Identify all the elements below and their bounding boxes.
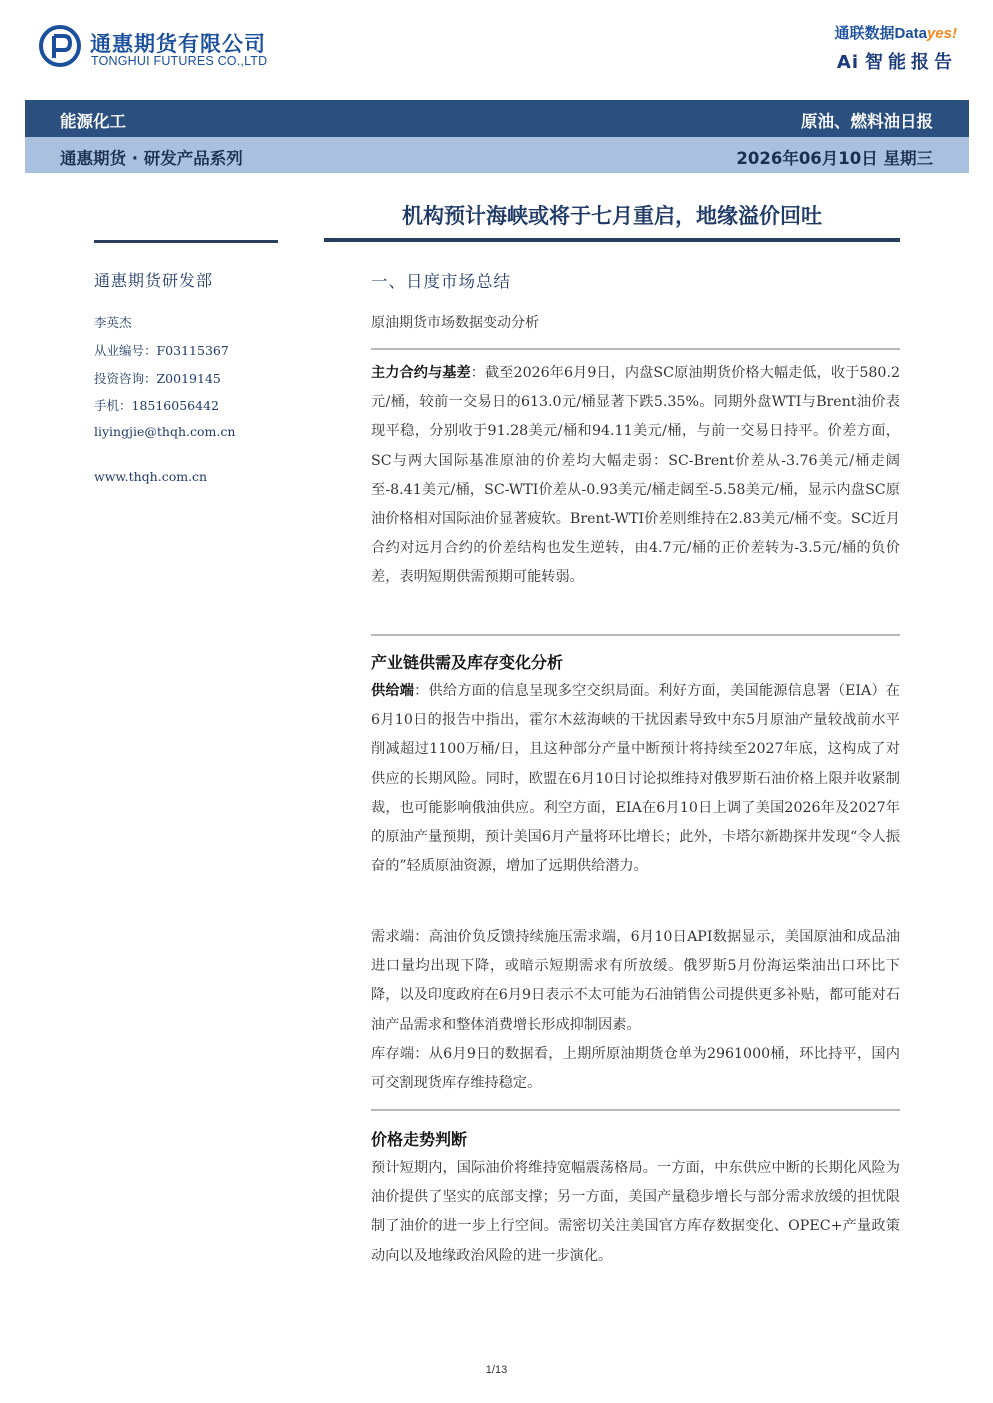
section-divider [371,348,900,350]
brand-name-en: TONGHUI FUTURES CO.,LTD [91,54,268,68]
datayes-prefix: 通联数据 [834,25,895,42]
series-label: 通惠期货 · 研发产品系列 [60,149,243,168]
paragraph-lead: 供给端 [371,683,415,699]
section-divider [371,634,900,636]
paragraph-price-outlook: 预计短期内，国际油价将维持宽幅震荡格局。一方面，中东供应中断的长期化风险为油价提供了坚实的底部支撑；另一方面，美国产量稳步增长与部分需求放缓的担忧限制了油价的进一步上行空间。需密切关注美国官方库存数据变化、OPEC+产量政策动向以及地缘政治风险的进一步演化。 [371,1160,900,1264]
sidebar-author: 李英杰 [94,315,132,330]
report-type-label: 原油、燃料油日报 [801,112,933,131]
section-title-supply-demand: 产业链供需及库存变化分析 [371,653,564,672]
paragraph-demand: 需求端：高油价负反馈持续施压需求端，6月10日API数据显示，美国原油和成品油进口量均出现下降，或暗示短期需求有所放缓。俄罗斯5月份海运柴油出口环比下降，以及印度政府在6月9日表示不太可能为石油销售公司提供更多补贴，都可能对石油产品需求和整体消费增长形成抑制因素。 [371,929,900,1033]
paragraph-lead: 主力合约与基差 [371,365,471,381]
section-subtitle: 原油期货市场数据变动分析 [371,315,539,331]
paragraph-body: ：截至2026年6月9日，内盘SC原油期货价格大幅走低，收于580.2元/桶，较前一交易日的613.0元/桶显著下跌5.35%。同期外盘WTI与Brent油价表现平稳，分别收于91.28美元/桶和94.11美元/桶，与前一交易日持平。价差方面，SC与两大国际基准原油的价差均大幅走弱：SC-Brent价差从-3.76美元/桶走阔至-8.41美元/桶，SC-WTI价差从-0.93美元/桶走阔至-5.58美元/桶，显示内盘SC原油价格相对国际油价显著疲软。Brent-WTI价差则维持在2.83美元/桶不变。SC近月合约对远月合约的价差结构也发生逆转，由4.7元/桶的正价差转为-3.5元/桶的负价差，表明短期供需预期可能转弱。 [371,365,900,586]
ai-report-text: 智能报告 [865,52,957,73]
datayes-yes: yes! [926,25,957,42]
sidebar-divider [94,240,278,243]
paragraph-main-contract [371,359,900,593]
headline-divider [324,238,900,242]
page-number: 1/13 [485,1364,508,1376]
sidebar-department: 通惠期货研发部 [94,271,214,290]
section-divider [371,1109,900,1111]
brand-name-cn: 通惠期货有限公司 [90,32,266,56]
datayes-logo [834,22,957,43]
sidebar-consult: 投资咨询：Z0019145 [94,371,221,386]
ai-mark: Ai [836,52,859,73]
section-title-summary: 一、日度市场总结 [371,272,511,291]
paragraph-body: ：供给方面的信息呈现多空交织局面。利好方面，美国能源信息署（EIA）在6月10日的报告中指出，霍尔木兹海峡的干扰因素导致中东5月原油产量较战前水平削减超过1100万桶/日，且这种部分产量中断预计将持续至2027年底，这构成了对供应的长期风险。同时，欧盟在6月10日讨论拟维持对俄罗斯石油价格上限并收紧制裁，也可能影响俄油供应。利空方面，EIA在6月10日上调了美国2026年及2027年的原油产量预期，预计美国6月产量将环比增长；此外，卡塔尔新勘探井发现“令人振奋的”轻质原油资源，增加了远期供给潜力。 [371,683,900,875]
tonghui-logo-icon [38,24,82,68]
report-headline: 机构预计海峡或将于七月重启，地缘溢价回吐 [402,204,822,228]
sidebar-website[interactable]: www.thqh.com.cn [94,469,208,484]
sidebar-phone: 手机：18516056442 [94,398,219,413]
section-title-price-outlook: 价格走势判断 [371,1130,468,1149]
ai-report-logo [837,48,957,74]
sidebar-license: 从业编号：F03115367 [94,343,229,358]
sidebar-email[interactable]: liyingjie@thqh.com.cn [94,424,236,439]
report-date: 2026年06月10日 星期三 [736,149,933,168]
datayes-data: Data [894,25,927,42]
paragraph-supply [371,677,900,881]
category-label: 能源化工 [60,112,126,131]
paragraph-inventory: 库存端：从6月9日的数据看，上期所原油期货仓单为2961000桶，环比持平，国内可交割现货库存维持稳定。 [371,1046,900,1092]
